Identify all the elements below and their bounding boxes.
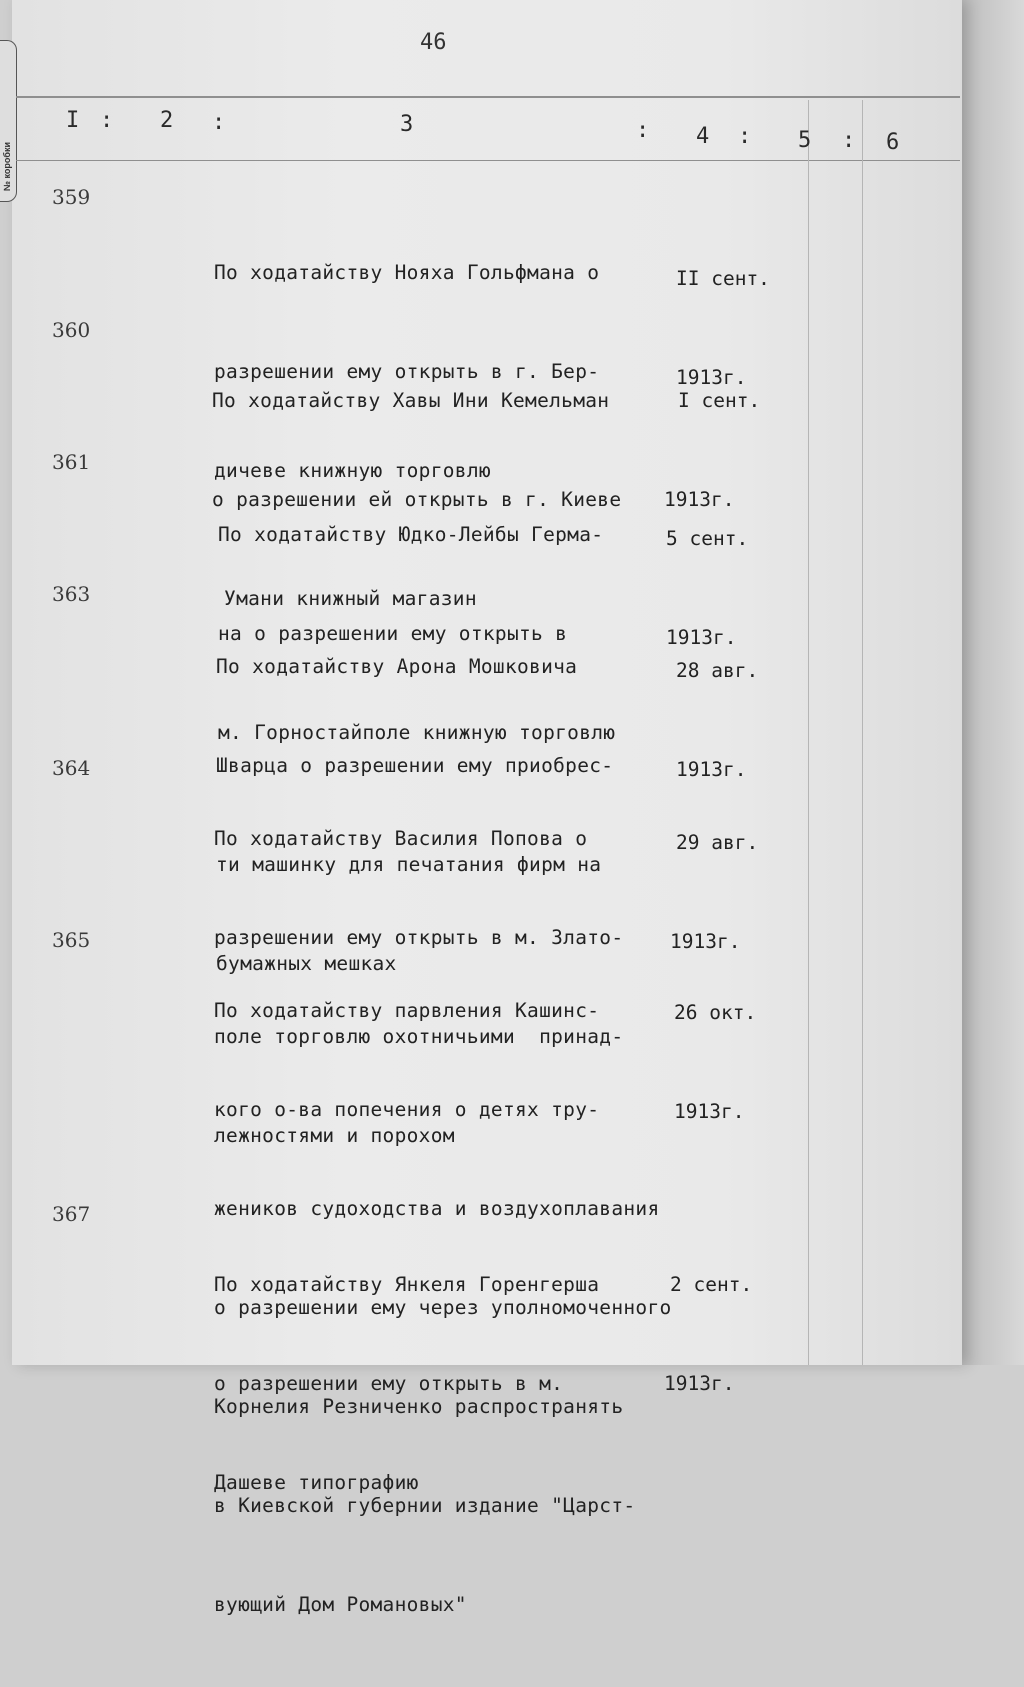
page-edge-background — [962, 0, 1024, 1365]
description-line: По ходатайству Василия Попова о — [214, 827, 588, 850]
description-line: Корнелия Резниченко распространять — [214, 1395, 624, 1418]
date-line: 2 сент. — [670, 1273, 753, 1296]
date-line: 29 авг. — [676, 831, 759, 854]
record-number: 360 — [52, 318, 91, 342]
column-separator: : — [100, 108, 114, 133]
description-line: в Киевской губернии издание "Царст- — [214, 1494, 636, 1517]
description-line: Шварца о разрешении ему приобрес- — [216, 754, 614, 777]
column-header-1: I — [66, 108, 80, 133]
description-line: о разрешении ему через уполномоченного — [214, 1296, 672, 1319]
page-number: 46 — [420, 30, 447, 55]
record-description — [214, 1202, 599, 1565]
date-line: 1913г. — [676, 366, 747, 389]
column-divider — [808, 100, 809, 1365]
description-line: на о разрешении ему открыть в — [218, 622, 568, 645]
description-line: кого о-ва попечения о детях тру- — [214, 1098, 600, 1121]
description-line: вующий Дом Романовых" — [214, 1593, 467, 1616]
date-line: 1913г. — [676, 758, 747, 781]
side-tab-label: № коробки — [2, 141, 12, 191]
description-line: По ходатайству Арона Мошковича — [216, 655, 578, 678]
record-date — [674, 930, 756, 1194]
date-line: II сент. — [676, 267, 770, 290]
description-line: о разрешении ему открыть в м. — [214, 1372, 564, 1395]
description-line: По ходатайству Хавы Ини Кемельман — [212, 389, 610, 412]
column-header-2: 2 — [160, 108, 174, 133]
description-line: о разрешении ей открыть в г. Киеве — [212, 488, 622, 511]
description-line: По ходатайству Нояха Гольфмана о — [214, 261, 600, 284]
date-line: 1913г. — [666, 626, 737, 649]
description-line: разрешении ему открыть в г. Бер- — [214, 360, 600, 383]
description-line: По ходатайству Янкеля Горенгерша — [214, 1273, 600, 1296]
description-line: жеников судоходства и воздухоплавания — [214, 1197, 660, 1220]
date-line: 5 сент. — [666, 527, 749, 550]
column-separator: : — [738, 124, 752, 149]
record-number: 363 — [52, 582, 91, 606]
description-line: дичеве книжную торговлю — [214, 459, 491, 482]
description-line: По ходатайству Юдко-Лейбы Герма- — [218, 523, 604, 546]
description-line: По ходатайству парвления Кашинс- — [214, 999, 600, 1022]
column-header-5: 5 — [798, 128, 812, 153]
column-header-4: 4 — [696, 124, 710, 149]
description-line: бумажных мешках — [216, 952, 397, 975]
description-line: Умани книжный магазин — [212, 587, 477, 610]
column-separator: : — [212, 110, 226, 135]
record-number: 364 — [52, 756, 91, 780]
date-line: 28 авг. — [676, 659, 759, 682]
description-line: ти машинку для печатания фирм на — [216, 853, 602, 876]
description-line: Дашеве типографию — [214, 1471, 419, 1494]
date-line: 1913г. — [674, 1100, 745, 1123]
side-tab — [0, 40, 17, 202]
date-line: 1913г. — [670, 930, 741, 953]
column-separator: : — [636, 118, 650, 143]
column-header-3: 3 — [400, 112, 414, 137]
column-separator: : — [842, 128, 856, 153]
record-number: 367 — [52, 1202, 91, 1226]
date-line: 26 окт. — [674, 1001, 757, 1024]
date-line: 1913г. — [664, 1372, 735, 1395]
record-number: 359 — [52, 185, 91, 209]
description-line: разрешении ему открыть в м. Злато- — [214, 926, 624, 949]
column-divider — [862, 100, 863, 1365]
header-rule-bottom — [16, 160, 960, 161]
date-line: I сент. — [678, 389, 761, 412]
description-line: поле торговлю охотничьими принад- — [214, 1025, 624, 1048]
date-line: 1913г. — [664, 488, 735, 511]
description-line: м. Горностайполе книжную торговлю — [218, 721, 616, 744]
description-line: лежностями и порохом — [214, 1124, 455, 1147]
column-header-6: 6 — [886, 130, 900, 155]
record-date — [664, 1202, 752, 1466]
record-number: 365 — [52, 928, 91, 952]
record-number: 361 — [52, 450, 91, 474]
header-rule-top — [16, 96, 960, 98]
